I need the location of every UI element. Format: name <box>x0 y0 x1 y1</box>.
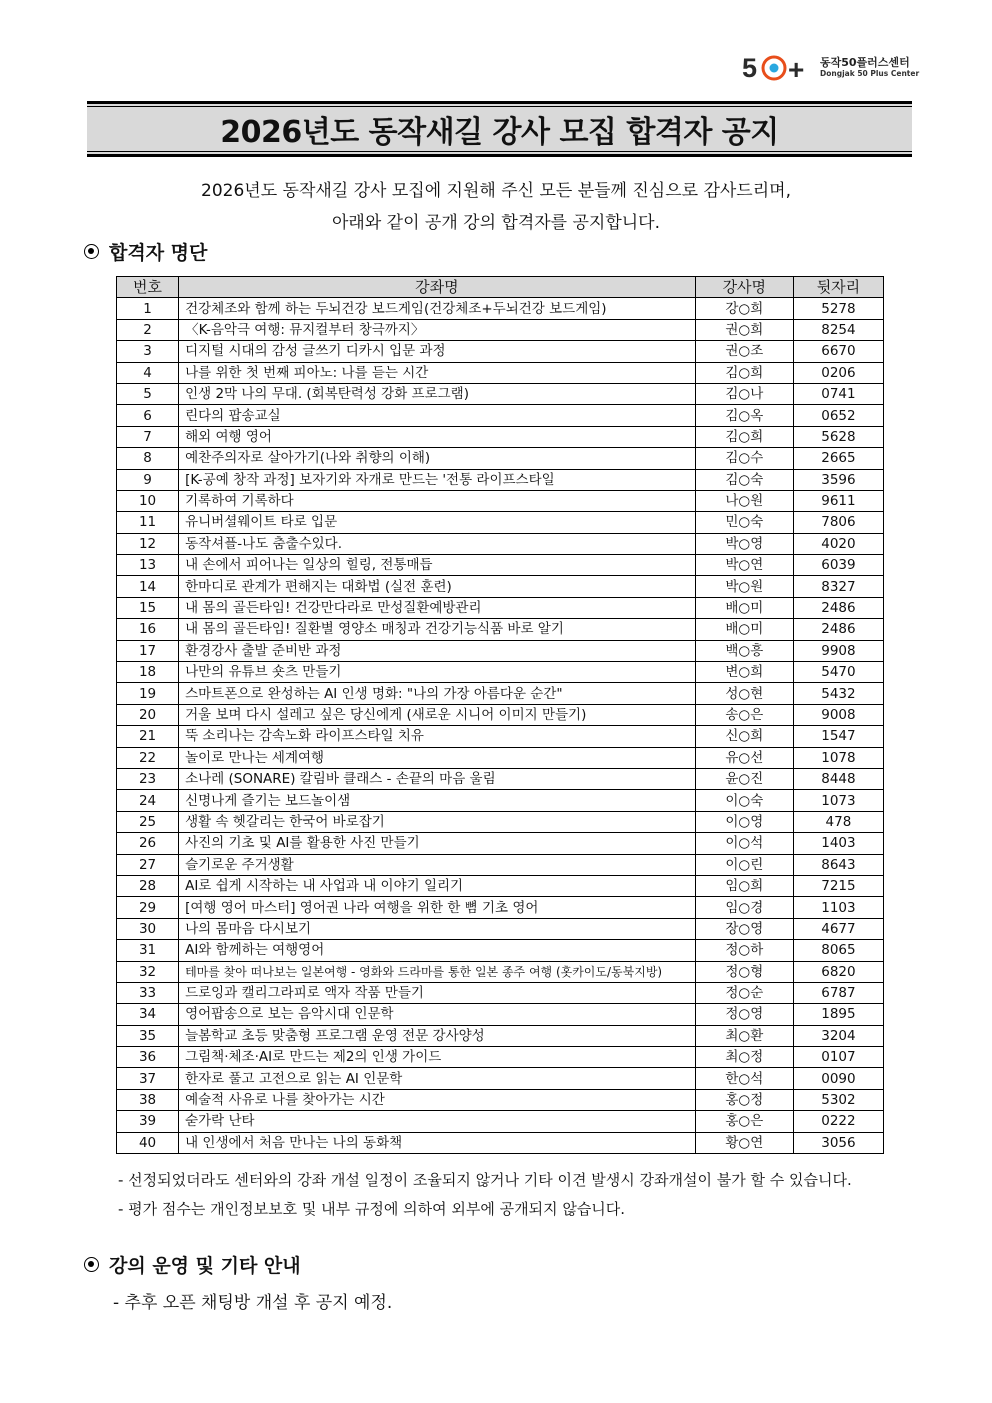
course-name: 나만의 유튜브 숏츠 만들기 <box>179 662 696 683</box>
row-number: 37 <box>117 1068 179 1089</box>
operation-notice: - 추후 오픈 채팅방 개설 후 공지 예정. <box>113 1293 393 1313</box>
instructor-name: 김○희 <box>695 362 793 383</box>
course-name: 나의 몸마음 다시보기 <box>179 918 696 939</box>
row-number: 19 <box>117 683 179 704</box>
table-row <box>117 875 884 896</box>
header-digits: 뒷자리 <box>793 277 883 298</box>
header-course: 강좌명 <box>179 277 696 298</box>
title-banner <box>87 101 912 157</box>
instructor-name: 성○현 <box>695 683 793 704</box>
phone-digits: 1895 <box>793 1004 883 1025</box>
table-row <box>117 341 884 362</box>
table-row <box>117 1047 884 1068</box>
phone-digits: 0090 <box>793 1068 883 1089</box>
logo-name-en: Dongjak 50 Plus Center <box>820 69 920 78</box>
table-row <box>117 383 884 404</box>
row-number: 31 <box>117 940 179 961</box>
phone-digits: 2486 <box>793 619 883 640</box>
course-name: 한마디로 관계가 편해지는 대화법 (실전 훈련) <box>179 576 696 597</box>
phone-digits: 6787 <box>793 982 883 1003</box>
phone-digits: 1078 <box>793 747 883 768</box>
instructor-name: 황○연 <box>695 1132 793 1153</box>
course-name: 스마트폰으로 완성하는 AI 인생 명화: "나의 가장 아름다운 순간" <box>179 683 696 704</box>
course-name: 신명나게 즐기는 보드놀이샘 <box>179 790 696 811</box>
course-name: 거울 보며 다시 설레고 싶은 당신에게 (새로운 시니어 이미지 만들기) <box>179 704 696 725</box>
row-number: 32 <box>117 961 179 982</box>
instructor-name: 배○미 <box>695 597 793 618</box>
note-privacy: - 평가 점수는 개인정보보호 및 내부 규정에 의하여 외부에 공개되지 않습니다. <box>118 1200 626 1218</box>
table-row <box>117 1089 884 1110</box>
instructor-name: 홍○정 <box>695 1089 793 1110</box>
row-number: 15 <box>117 597 179 618</box>
row-number: 3 <box>117 341 179 362</box>
circle-bullet-icon <box>84 244 99 259</box>
instructor-name: 최○환 <box>695 1025 793 1046</box>
row-number: 18 <box>117 662 179 683</box>
course-name: 사진의 기초 및 AI를 활용한 사진 만들기 <box>179 833 696 854</box>
row-number: 10 <box>117 490 179 511</box>
table-row <box>117 768 884 789</box>
course-name: 늘봄학교 초등 맞춤형 프로그램 운영 전문 강사양성 <box>179 1025 696 1046</box>
table-row <box>117 982 884 1003</box>
instructor-name: 이○숙 <box>695 790 793 811</box>
phone-digits: 2486 <box>793 597 883 618</box>
instructor-name: 백○흥 <box>695 640 793 661</box>
table-row <box>117 490 884 511</box>
course-name: 환경강사 출발 준비반 과정 <box>179 640 696 661</box>
instructor-name: 유○선 <box>695 747 793 768</box>
course-name: 내 몸의 골든타임! 건강만다라로 만성질환예방관리 <box>179 597 696 618</box>
instructor-name: 홍○은 <box>695 1111 793 1132</box>
course-name: 한자로 풀고 고전으로 읽는 AI 인문학 <box>179 1068 696 1089</box>
row-number: 24 <box>117 790 179 811</box>
circle-bullet-icon <box>84 1257 99 1272</box>
instructor-name: 권○조 <box>695 341 793 362</box>
phone-digits: 0222 <box>793 1111 883 1132</box>
table-row <box>117 1025 884 1046</box>
phone-digits: 1403 <box>793 833 883 854</box>
row-number: 40 <box>117 1132 179 1153</box>
row-number: 5 <box>117 383 179 404</box>
course-name: 해외 여행 영어 <box>179 426 696 447</box>
table-row <box>117 854 884 875</box>
table-row <box>117 790 884 811</box>
table-row <box>117 619 884 640</box>
instructor-name: 정○형 <box>695 961 793 982</box>
roster-table <box>116 276 884 1154</box>
instructor-name: 김○나 <box>695 383 793 404</box>
phone-digits: 0741 <box>793 383 883 404</box>
row-number: 38 <box>117 1089 179 1110</box>
course-name: 숟가락 난타 <box>179 1111 696 1132</box>
table-row <box>117 833 884 854</box>
instructor-name: 임○희 <box>695 875 793 896</box>
row-number: 36 <box>117 1047 179 1068</box>
phone-digits: 8327 <box>793 576 883 597</box>
instructor-name: 정○하 <box>695 940 793 961</box>
table-row <box>117 448 884 469</box>
phone-digits: 0652 <box>793 405 883 426</box>
instructor-name: 박○연 <box>695 555 793 576</box>
header-instructor: 강사명 <box>695 277 793 298</box>
header-number: 번호 <box>117 277 179 298</box>
table-row <box>117 555 884 576</box>
row-number: 13 <box>117 555 179 576</box>
instructor-name: 박○영 <box>695 533 793 554</box>
instructor-name: 이○영 <box>695 811 793 832</box>
table-row <box>117 1068 884 1089</box>
phone-digits: 5432 <box>793 683 883 704</box>
phone-digits: 3056 <box>793 1132 883 1153</box>
logo-name-ko: 동작50플러스센터 <box>820 56 910 69</box>
table-row <box>117 704 884 725</box>
course-name: 예술적 사유로 나를 찾아가는 시간 <box>179 1089 696 1110</box>
course-name: 내 몸의 골든타임! 질환별 영양소 매칭과 건강기능식품 바로 알기 <box>179 619 696 640</box>
course-name: AI로 쉽게 시작하는 내 사업과 내 이야기 일리기 <box>179 875 696 896</box>
row-number: 7 <box>117 426 179 447</box>
course-name: 소나레 (SONARE) 칼림바 클래스 - 손끝의 마음 울림 <box>179 768 696 789</box>
course-name: 놀이로 만나는 세계여행 <box>179 747 696 768</box>
instructor-name: 김○옥 <box>695 405 793 426</box>
table-row <box>117 533 884 554</box>
phone-digits: 3596 <box>793 469 883 490</box>
phone-digits: 8448 <box>793 768 883 789</box>
instructor-name: 김○희 <box>695 426 793 447</box>
instructor-name: 최○정 <box>695 1047 793 1068</box>
course-name: 슬기로운 주거생활 <box>179 854 696 875</box>
instructor-name: 강○희 <box>695 298 793 319</box>
table-row <box>117 940 884 961</box>
instructor-name: 변○희 <box>695 662 793 683</box>
note-schedule: - 선정되었더라도 센터와의 강좌 개설 일정이 조율되지 않거나 기타 이견 발생시 강좌개설이 불가 할 수 있습니다. <box>118 1171 852 1189</box>
section-heading-roster <box>84 238 207 265</box>
instructor-name: 장○영 <box>695 918 793 939</box>
course-name: 〈K-음악극 여행: 뮤지컬부터 창극까지〉 <box>179 319 696 340</box>
instructor-name: 한○석 <box>695 1068 793 1089</box>
row-number: 14 <box>117 576 179 597</box>
course-name: 테마를 찾아 떠나보는 일본여행 - 영화와 드라마를 통한 일본 종주 여행 (홋카이도/동북지방) <box>179 961 696 982</box>
course-name: 내 인생에서 처음 만나는 나의 동화책 <box>179 1132 696 1153</box>
phone-digits: 5278 <box>793 298 883 319</box>
course-name: AI와 함께하는 여행영어 <box>179 940 696 961</box>
table-row <box>117 918 884 939</box>
instructor-name: 정○영 <box>695 1004 793 1025</box>
instructor-name: 나○원 <box>695 490 793 511</box>
course-name: 드로잉과 캘리그라피로 액자 작품 만들기 <box>179 982 696 1003</box>
instructor-name: 윤○진 <box>695 768 793 789</box>
row-number: 23 <box>117 768 179 789</box>
phone-digits: 8065 <box>793 940 883 961</box>
intro-line-1: 2026년도 동작새길 강사 모집에 지원해 주신 모든 분들께 진심으로 감사드리며, <box>201 181 791 201</box>
table-row <box>117 683 884 704</box>
row-number: 12 <box>117 533 179 554</box>
phone-digits: 478 <box>793 811 883 832</box>
table-header-row <box>117 277 884 298</box>
row-number: 9 <box>117 469 179 490</box>
table-row <box>117 811 884 832</box>
logo-mark-icon <box>742 50 818 86</box>
instructor-name: 송○은 <box>695 704 793 725</box>
phone-digits: 7806 <box>793 512 883 533</box>
row-number: 8 <box>117 448 179 469</box>
phone-digits: 7215 <box>793 875 883 896</box>
row-number: 39 <box>117 1111 179 1132</box>
phone-digits: 9008 <box>793 704 883 725</box>
table-row <box>117 426 884 447</box>
phone-digits: 1547 <box>793 726 883 747</box>
phone-digits: 0107 <box>793 1047 883 1068</box>
table-row <box>117 640 884 661</box>
phone-digits: 9908 <box>793 640 883 661</box>
table-row <box>117 512 884 533</box>
row-number: 35 <box>117 1025 179 1046</box>
table-row <box>117 298 884 319</box>
course-name: 내 손에서 피어나는 일상의 힐링, 전통매듭 <box>179 555 696 576</box>
page-title: 2026년도 동작새길 강사 모집 합격자 공지 <box>220 115 779 150</box>
row-number: 26 <box>117 833 179 854</box>
row-number: 22 <box>117 747 179 768</box>
row-number: 30 <box>117 918 179 939</box>
phone-digits: 5302 <box>793 1089 883 1110</box>
course-name: 동작셔플-나도 춤출수있다. <box>179 533 696 554</box>
table-row <box>117 469 884 490</box>
table-row <box>117 662 884 683</box>
instructor-name: 정○순 <box>695 982 793 1003</box>
table-row <box>117 576 884 597</box>
instructor-name: 이○린 <box>695 854 793 875</box>
table-row <box>117 726 884 747</box>
instructor-name: 민○숙 <box>695 512 793 533</box>
course-name: 건강체조와 함께 하는 두뇌건강 보드게임(건강체조+두뇌건강 보드게임) <box>179 298 696 319</box>
phone-digits: 2665 <box>793 448 883 469</box>
course-name: 예찬주의자로 살아가기(나와 취향의 이해) <box>179 448 696 469</box>
row-number: 2 <box>117 319 179 340</box>
course-name: 그림책·체조·AI로 만드는 제2의 인생 가이드 <box>179 1047 696 1068</box>
row-number: 33 <box>117 982 179 1003</box>
table-row <box>117 597 884 618</box>
phone-digits: 0206 <box>793 362 883 383</box>
row-number: 34 <box>117 1004 179 1025</box>
instructor-name: 신○희 <box>695 726 793 747</box>
intro-line-2: 아래와 같이 공개 강의 합격자를 공지합니다. <box>331 213 661 233</box>
course-name: 린다의 팝송교실 <box>179 405 696 426</box>
table-row <box>117 961 884 982</box>
table-row <box>117 405 884 426</box>
section-title: 합격자 명단 <box>109 242 208 264</box>
row-number: 17 <box>117 640 179 661</box>
course-name: 영어팝송으로 보는 음악시대 인문학 <box>179 1004 696 1025</box>
phone-digits: 6039 <box>793 555 883 576</box>
instructor-name: 김○숙 <box>695 469 793 490</box>
phone-digits: 3204 <box>793 1025 883 1046</box>
course-name: 기록하여 기록하다 <box>179 490 696 511</box>
course-name: 나를 위한 첫 번째 피아노: 나를 듣는 시간 <box>179 362 696 383</box>
row-number: 28 <box>117 875 179 896</box>
course-name: 생활 속 헷갈리는 한국어 바로잡기 <box>179 811 696 832</box>
row-number: 20 <box>117 704 179 725</box>
phone-digits: 9611 <box>793 490 883 511</box>
phone-digits: 5628 <box>793 426 883 447</box>
row-number: 25 <box>117 811 179 832</box>
row-number: 6 <box>117 405 179 426</box>
row-number: 21 <box>117 726 179 747</box>
table-row <box>117 362 884 383</box>
phone-digits: 1073 <box>793 790 883 811</box>
phone-digits: 6820 <box>793 961 883 982</box>
instructor-name: 박○원 <box>695 576 793 597</box>
section-heading-operation <box>84 1251 301 1278</box>
course-name: 뚝 소리나는 감속노화 라이프스타일 치유 <box>179 726 696 747</box>
phone-digits: 6670 <box>793 341 883 362</box>
course-name: [여행 영어 마스터] 영어권 나라 여행을 위한 한 뼘 기초 영어 <box>179 897 696 918</box>
table-row <box>117 1004 884 1025</box>
instructor-name: 김○수 <box>695 448 793 469</box>
phone-digits: 1103 <box>793 897 883 918</box>
table-row <box>117 747 884 768</box>
table-row <box>117 1111 884 1132</box>
svg-text:5: 5 <box>742 53 758 83</box>
row-number: 27 <box>117 854 179 875</box>
center-logo <box>742 50 922 86</box>
instructor-name: 이○석 <box>695 833 793 854</box>
table-row <box>117 897 884 918</box>
phone-digits: 4020 <box>793 533 883 554</box>
course-name: 유니버셜웨이트 타로 입문 <box>179 512 696 533</box>
course-name: 인생 2막 나의 무대. (회복탄력성 강화 프로그램) <box>179 383 696 404</box>
instructor-name: 임○경 <box>695 897 793 918</box>
row-number: 29 <box>117 897 179 918</box>
table-row <box>117 319 884 340</box>
section-title: 강의 운영 및 기타 안내 <box>109 1255 301 1277</box>
phone-digits: 8643 <box>793 854 883 875</box>
course-name: 디지털 시대의 감성 글쓰기 디카시 입문 과정 <box>179 341 696 362</box>
instructor-name: 배○미 <box>695 619 793 640</box>
svg-text:+: + <box>788 54 805 85</box>
phone-digits: 5470 <box>793 662 883 683</box>
phone-digits: 8254 <box>793 319 883 340</box>
instructor-name: 권○희 <box>695 319 793 340</box>
row-number: 1 <box>117 298 179 319</box>
row-number: 4 <box>117 362 179 383</box>
row-number: 16 <box>117 619 179 640</box>
row-number: 11 <box>117 512 179 533</box>
phone-digits: 4677 <box>793 918 883 939</box>
table-row <box>117 1132 884 1153</box>
course-name: [K-공예 창작 과정] 보자기와 자개로 만드는 '전통 라이프스타일 <box>179 469 696 490</box>
